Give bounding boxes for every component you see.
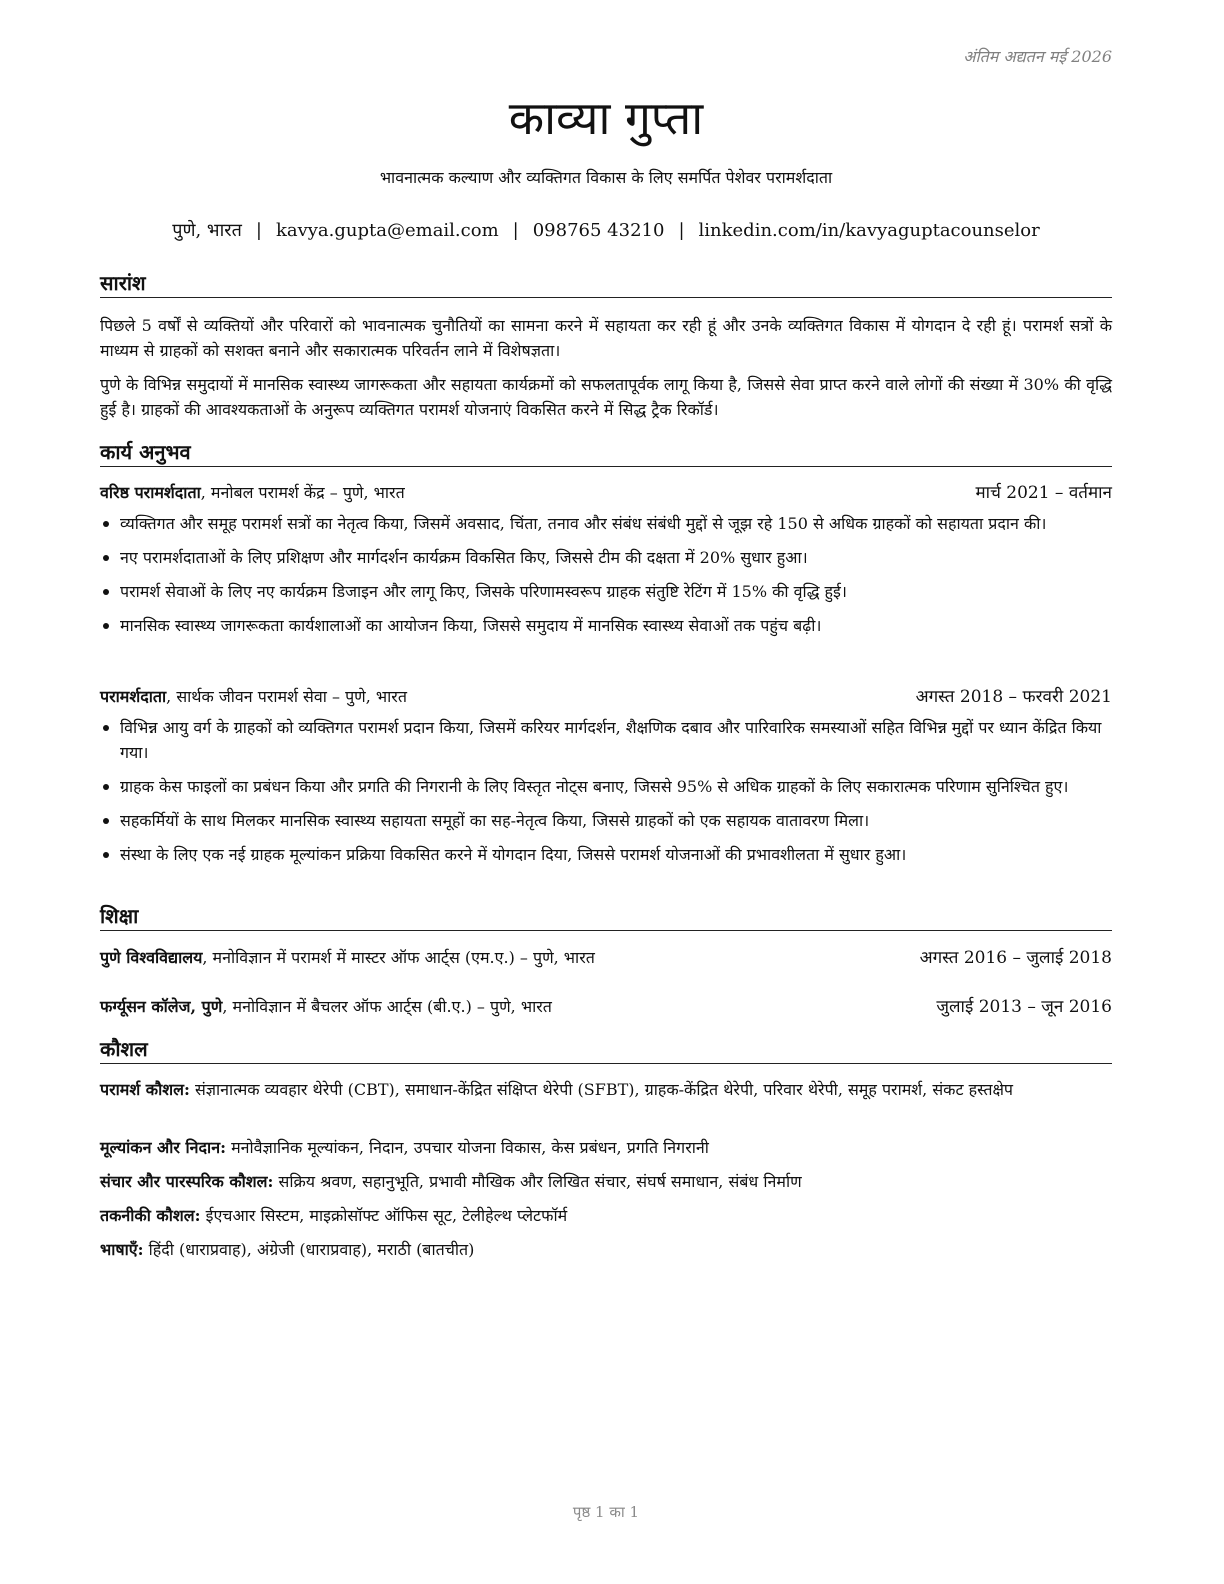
contact-line xyxy=(100,218,1112,244)
skill-value: मनोवैज्ञानिक मूल्यांकन, निदान, उपचार योजना विकास, केस प्रबंधन, प्रगति निगरानी xyxy=(225,1138,709,1157)
education-entry xyxy=(100,946,1112,970)
list-item: संस्था के लिए एक नई ग्राहक मूल्यांकन प्रक्रिया विकसित करने में योगदान दिया, जिससे परामर्श योजनाओं की प्रभावशीलता में सुधार हुआ। xyxy=(100,842,1112,867)
skill-line xyxy=(100,1077,1112,1102)
skill-line xyxy=(100,1203,1112,1228)
candidate-name: काव्या गुप्ता xyxy=(508,91,704,145)
page-number: पृष्ठ 1 का 1 xyxy=(572,1503,640,1521)
skill-label: तकनीकी कौशल: xyxy=(100,1206,201,1225)
contact-email[interactable]: kavya.gupta@email.com xyxy=(275,220,499,241)
section-heading-summary: सारांश xyxy=(100,270,1112,298)
resume-page xyxy=(100,0,1112,1584)
education-dates: अगस्त 2016 – जुलाई 2018 xyxy=(919,948,1112,968)
contact-location: पुणे, भारत xyxy=(172,220,242,241)
education-entry xyxy=(100,995,1112,1019)
job-header xyxy=(100,685,1112,709)
list-item: व्यक्तिगत और समूह परामर्श सत्रों का नेतृत्व किया, जिसमें अवसाद, चिंता, तनाव और संबंध संबंधी मुद्दों से जूझ रहे 150 से अधिक ग्राहकों को सहायता प्रदान की। xyxy=(100,511,1112,536)
contact-separator: | xyxy=(678,220,685,241)
contact-separator: | xyxy=(255,220,262,241)
institution-name: पुणे विश्वविद्यालय xyxy=(100,948,203,967)
institution-name: फर्ग्यूसन कॉलेज, पुणे xyxy=(100,997,223,1016)
last-updated: अंतिम अद्यतन मई 2026 xyxy=(963,47,1112,66)
education-dates: जुलाई 2013 – जून 2016 xyxy=(936,997,1112,1017)
contact-phone: 098765 43210 xyxy=(532,220,665,241)
section-heading-education: शिक्षा xyxy=(100,903,1112,931)
skill-label: संचार और पारस्परिक कौशल: xyxy=(100,1172,274,1191)
skill-line xyxy=(100,1237,1112,1262)
contact-linkedin[interactable]: linkedin.com/in/kavyaguptacounselor xyxy=(698,220,1040,241)
job-dates: अगस्त 2018 – फरवरी 2021 xyxy=(915,687,1112,707)
skill-label: परामर्श कौशल: xyxy=(100,1080,190,1099)
list-item: मानसिक स्वास्थ्य जागरूकता कार्यशालाओं का आयोजन किया, जिससे समुदाय में मानसिक स्वास्थ्य सेवाओं तक पहुंच बढ़ी। xyxy=(100,613,1112,638)
list-item: सहकर्मियों के साथ मिलकर मानसिक स्वास्थ्य सहायता समूहों का सह-नेतृत्व किया, जिससे ग्राहकों को एक सहायक वातावरण मिला। xyxy=(100,808,1112,833)
summary-paragraph: पिछले 5 वर्षों से व्यक्तियों और परिवारों को भावनात्मक चुनौतियों का सामना करने में सहायता कर रही हूं और उनके व्यक्तिगत विकास में योगदान दे रही हूं। परामर्श सत्रों के माध्यम से ग्राहकों को सशक्त बनाने और सकारात्मक परिवर्तन लाने में विशेषज्ञता। xyxy=(100,316,1112,360)
job-bullets xyxy=(100,715,1112,876)
list-item: नए परामर्शदाताओं के लिए प्रशिक्षण और मार्गदर्शन कार्यक्रम विकसित किए, जिससे टीम की दक्षता में 20% सुधार हुआ। xyxy=(100,545,1112,570)
section-heading-experience: कार्य अनुभव xyxy=(100,439,1112,467)
skill-value: सक्रिय श्रवण, सहानुभूति, प्रभावी मौखिक और लिखित संचार, संघर्ष समाधान, संबंध निर्माण xyxy=(273,1172,802,1191)
degree-detail: , मनोविज्ञान में बैचलर ऑफ आर्ट्स (बी.ए.) – पुणे, भारत xyxy=(222,997,552,1016)
summary-paragraph: पुणे के विभिन्न समुदायों में मानसिक स्वास्थ्य जागरूकता और सहायता कार्यक्रमों को सफलतापूर्वक लागू किया है, जिससे सेवा प्राप्त करने वाले लोगों की संख्या में 30% की वृद्धि हुई है। ग्राहकों की आवश्यकताओं के अनुरूप व्यक्तिगत परामर्श योजनाएं विकसित करने में सिद्ध ट्रैक रिकॉर्ड। xyxy=(100,375,1112,419)
skill-label: भाषाएँ: xyxy=(100,1240,144,1259)
contact-separator: | xyxy=(512,220,519,241)
skill-value: हिंदी (धाराप्रवाह), अंग्रेजी (धाराप्रवाह), मराठी (बातचीत) xyxy=(143,1240,475,1259)
job-dates: मार्च 2021 – वर्तमान xyxy=(975,483,1112,503)
job-title: परामर्शदाता xyxy=(100,687,167,706)
section-heading-skills: कौशल xyxy=(100,1036,1112,1064)
job-organization: , सार्थक जीवन परामर्श सेवा – पुणे, भारत xyxy=(166,687,407,706)
skill-value: संज्ञानात्मक व्यवहार थेरेपी (CBT), समाधान-केंद्रित संक्षिप्त थेरेपी (SFBT), ग्राहक-केंद्रित थेरेपी, परिवार थेरेपी, समूह परामर्श, संकट हस्तक्षेप xyxy=(189,1080,1014,1099)
skill-line xyxy=(100,1135,1112,1160)
degree-detail: , मनोविज्ञान में परामर्श में मास्टर ऑफ आर्ट्स (एम.ए.) – पुणे, भारत xyxy=(202,948,595,967)
job-title: वरिष्ठ परामर्शदाता xyxy=(100,483,201,502)
job-header xyxy=(100,481,1112,505)
job-organization: , मनोबल परामर्श केंद्र – पुणे, भारत xyxy=(200,483,405,502)
skill-label: मूल्यांकन और निदान: xyxy=(100,1138,226,1157)
tagline: भावनात्मक कल्याण और व्यक्तिगत विकास के लिए समर्पित पेशेवर परामर्शदाता xyxy=(379,168,833,187)
list-item: ग्राहक केस फाइलों का प्रबंधन किया और प्रगति की निगरानी के लिए विस्तृत नोट्स बनाए, जिससे 95% से अधिक ग्राहकों के लिए सकारात्मक परिणाम सुनिश्चित हुए। xyxy=(100,774,1112,799)
job-bullets xyxy=(100,511,1112,647)
skill-line xyxy=(100,1169,1112,1194)
skill-value: ईएचआर सिस्टम, माइक्रोसॉफ्ट ऑफिस सूट, टेलीहेल्थ प्लेटफॉर्म xyxy=(200,1206,568,1225)
list-item: विभिन्न आयु वर्ग के ग्राहकों को व्यक्तिगत परामर्श प्रदान किया, जिसमें करियर मार्गदर्शन, शैक्षणिक दबाव और पारिवारिक समस्याओं सहित विभिन्न मुद्दों पर ध्यान केंद्रित किया गया। xyxy=(100,715,1112,765)
list-item: परामर्श सेवाओं के लिए नए कार्यक्रम डिजाइन और लागू किए, जिसके परिणामस्वरूप ग्राहक संतुष्टि रेटिंग में 15% की वृद्धि हुई। xyxy=(100,579,1112,604)
